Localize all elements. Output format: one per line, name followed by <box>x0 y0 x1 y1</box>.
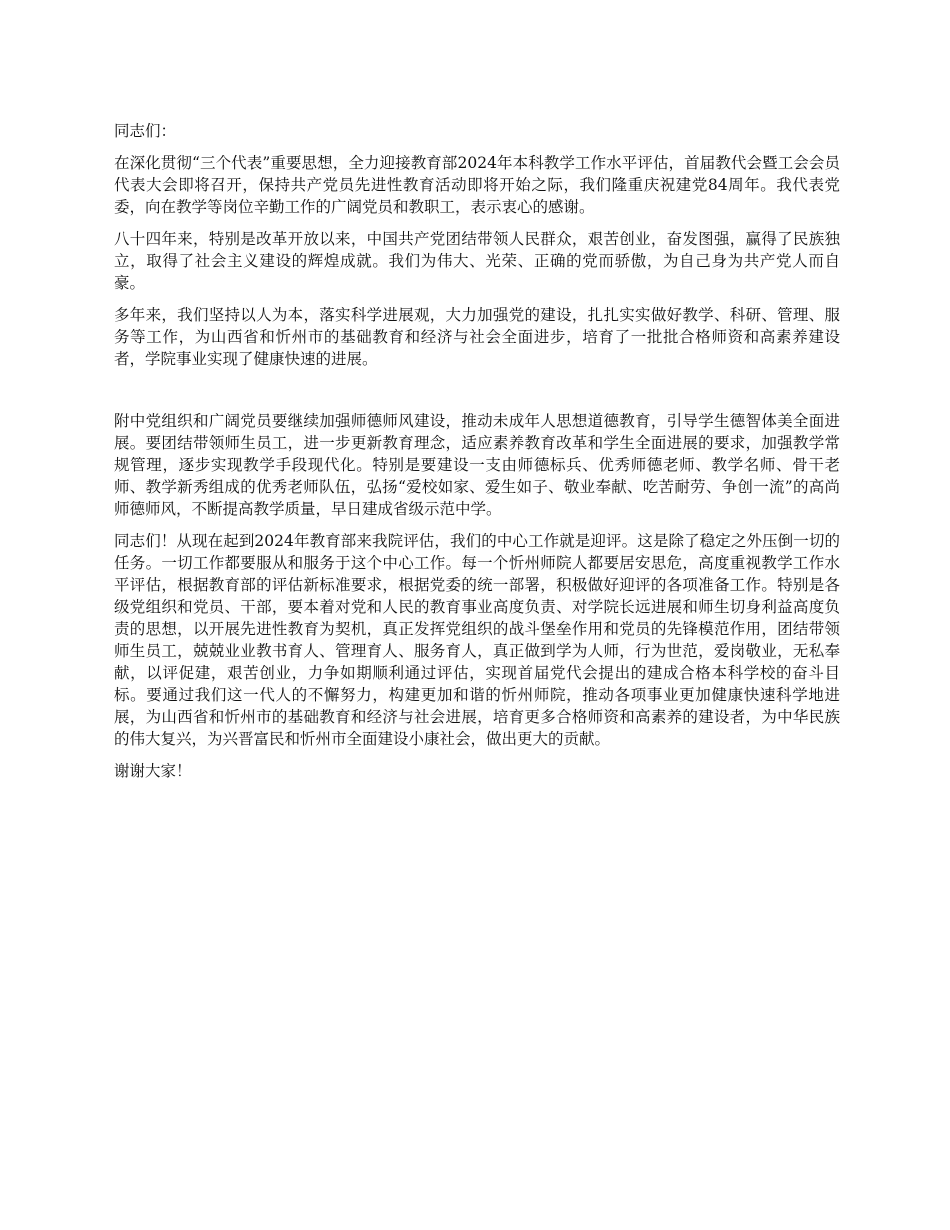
paragraph-history: 八十四年来，特别是改革开放以来，中国共产党团结带领人民群众，艰苦创业，奋发图强，赢得了民族独立，取得了社会主义建设的辉煌成就。我们为伟大、光荣、正确的党而骄傲，为自己身为共产党人而自豪。 <box>114 230 840 292</box>
salutation: 同志们： <box>114 122 177 140</box>
section-gap <box>114 380 840 410</box>
closing-thanks: 谢谢大家！ <box>114 762 192 780</box>
paragraph-intro: 在深化贯彻“三个代表”重要思想，全力迎接教育部2024年本科教学工作水平评估，首届教代会暨工会会员代表大会即将召开，保持共产党员先进性教育活动即将开始之际，我们隆重庆祝建党84周年。我代表党委，向在教学等岗位辛勤工作的广阔党员和教职工，表示衷心的感谢。 <box>114 154 840 216</box>
paragraph-achievements: 多年来，我们坚持以人为本，落实科学进展观，大力加强党的建设，扎扎实实做好教学、科研、管理、服务等工作，为山西省和忻州市的基础教育和经济与社会全面进步，培育了一批批合格师资和高素养建设者，学院事业实现了健康快速的进展。 <box>114 306 840 368</box>
paragraph-evaluation: 同志们！从现在起到2024年教育部来我院评估，我们的中心工作就是迎评。这是除了稳定之外压倒一切的任务。一切工作都要服从和服务于这个中心工作。每一个忻州师院人都要居安思危，高度重视教学工作水平评估，根据教育部的评估新标准要求，根据党委的统一部署，积极做好迎评的各项准备工作。特别是各级党组织和党员、干部，要本着对党和人民的教育事业高度负责、对学院长远进展和师生切身利益高度负责的思想，以开展先进性教育为契机，真正发挥党组织的战斗堡垒作用和党员的先锋模范作用，团结带领师生员工，兢兢业业教书育人、管理育人、服务育人，真正做到学为人师，行为世范，爱岗敬业，无私奉献，以评促建，艰苦创业，力争如期顺利通过评估，实现首届党代会提出的建成合格本科学校的奋斗目标。要通过我们这一代人的不懈努力，构建更加和谐的忻州师院，推动各项事业更加健康快速科学地进展，为山西省和忻州市的基础教育和经济与社会进展，培育更多合格师资和高素养的建设者，为中华民族的伟大复兴，为兴晋富民和忻州市全面建设小康社会，做出更大的贡献。 <box>114 532 840 748</box>
paragraph-affiliated-school: 附中党组织和广阔党员要继续加强师德师风建设，推动未成年人思想道德教育，引导学生德智体美全面进展。要团结带领师生员工，进一步更新教育理念，适应素养教育改革和学生全面进展的要求，加强教学常规管理，逐步实现教学手段现代化。特别是要建设一支由师德标兵、优秀师德老师、教学名师、骨干老师、教学新秀组成的优秀老师队伍，弘扬“爱校如家、爱生如子、敬业奉献、吃苦耐劳、争创一流”的高尚师德师风，不断提高教学质量，早日建成省级示范中学。 <box>114 412 840 518</box>
document-body <box>114 120 840 792</box>
